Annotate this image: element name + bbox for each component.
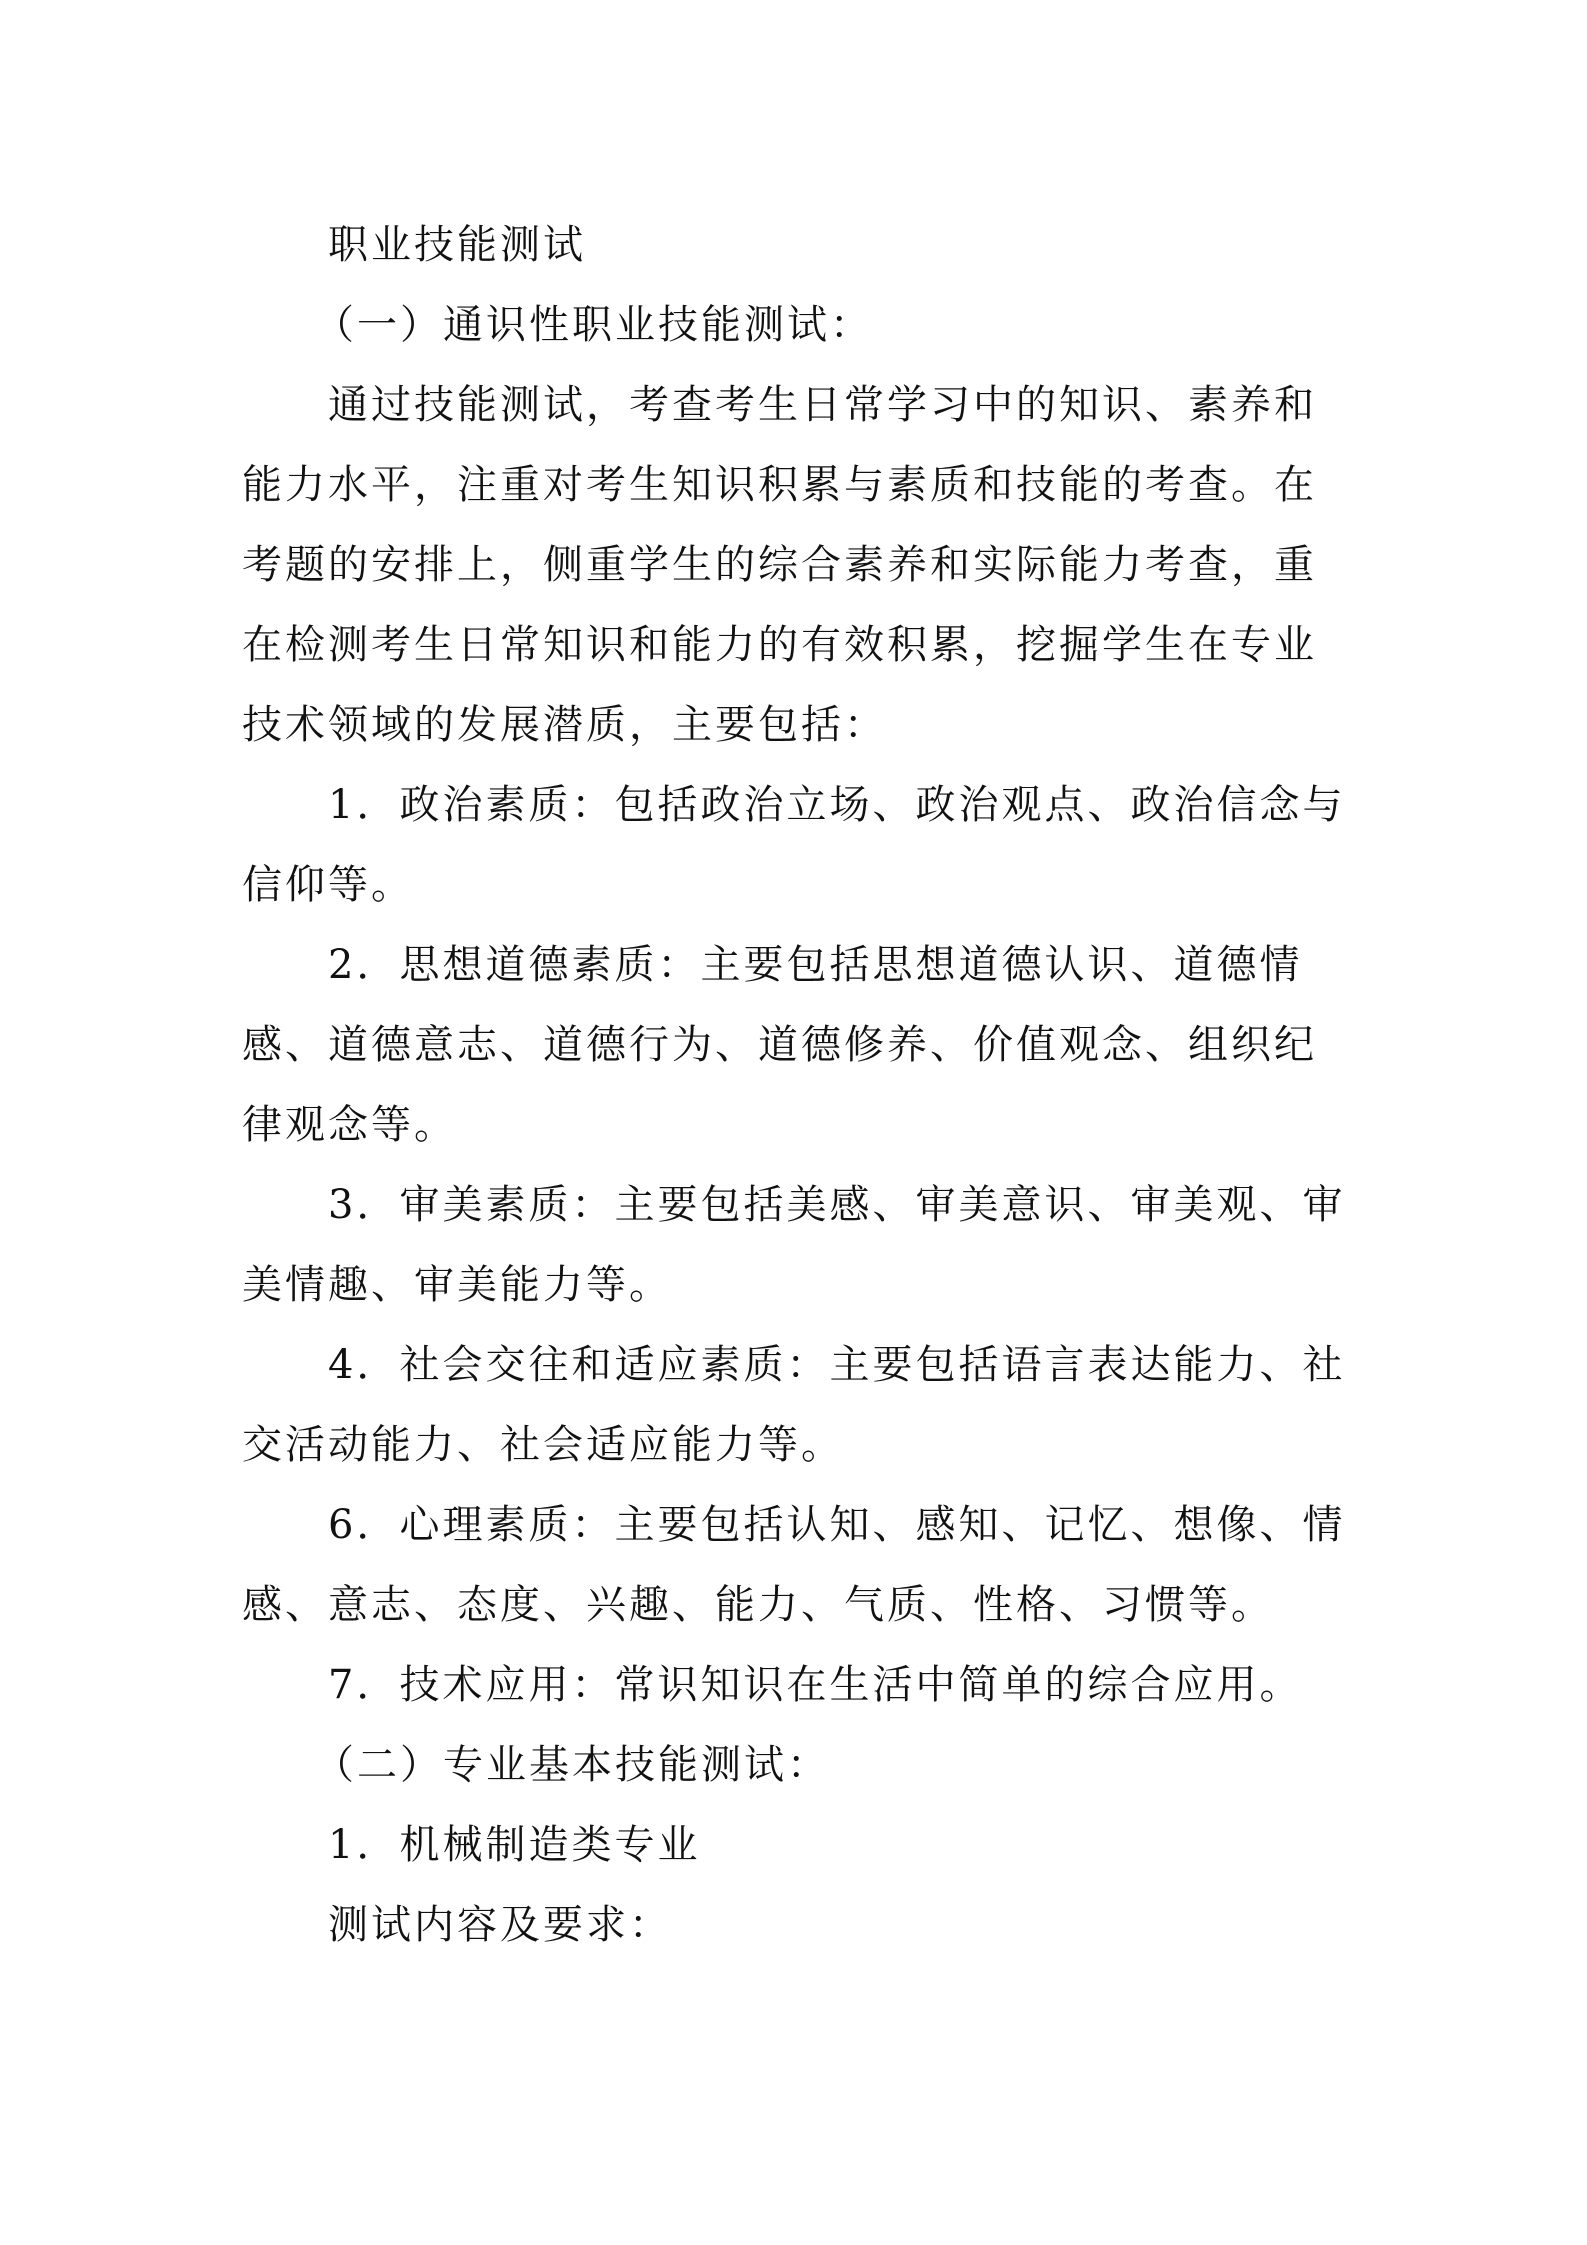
document-body xyxy=(242,205,1346,1965)
list-item-psychological-cont: 感、意志、态度、兴趣、能力、气质、性格、习惯等。 xyxy=(242,1582,1274,1628)
list-item-aesthetic: 3．审美素质：主要包括美感、审美意识、审美观、审 xyxy=(328,1182,1346,1228)
list-item-political: 1．政治素质：包括政治立场、政治观点、政治信念与 xyxy=(328,782,1346,828)
subsection-heading-professional-test: （二）专业基本技能测试： xyxy=(314,1742,830,1788)
list-item-political-cont: 信仰等。 xyxy=(242,862,414,908)
list-item-psychological: 6．心理素质：主要包括认知、感知、记忆、想像、情 xyxy=(328,1502,1346,1548)
list-item-social: 4．社会交往和适应素质：主要包括语言表达能力、社 xyxy=(328,1342,1346,1388)
list-item-moral-cont: 感、道德意志、道德行为、道德修养、价值观念、组织纪 xyxy=(242,1022,1317,1068)
paragraph-line: 能力水平，注重对考生知识积累与素质和技能的考查。在 xyxy=(242,462,1317,508)
list-item-moral-cont: 律观念等。 xyxy=(242,1102,457,1148)
list-item-mechanical: 1．机械制造类专业 xyxy=(328,1822,701,1868)
paragraph-line: 考题的安排上，侧重学生的综合素养和实际能力考查，重 xyxy=(242,542,1317,588)
paragraph-line: 通过技能测试，考查考生日常学习中的知识、素养和 xyxy=(328,382,1317,428)
list-item-moral: 2．思想道德素质：主要包括思想道德认识、道德情 xyxy=(328,942,1303,988)
test-content-heading: 测试内容及要求： xyxy=(328,1902,672,1948)
list-item-social-cont: 交活动能力、社会适应能力等。 xyxy=(242,1422,844,1468)
paragraph-line: 在检测考生日常知识和能力的有效积累，挖掘学生在专业 xyxy=(242,622,1317,668)
paragraph-line: 技术领域的发展潜质，主要包括： xyxy=(242,702,887,748)
list-item-tech-application: 7．技术应用：常识知识在生活中简单的综合应用。 xyxy=(328,1662,1303,1708)
list-item-aesthetic-cont: 美情趣、审美能力等。 xyxy=(242,1262,672,1308)
section-heading: 职业技能测试 xyxy=(328,222,586,268)
subsection-heading-general-test: （一）通识性职业技能测试： xyxy=(314,302,873,348)
